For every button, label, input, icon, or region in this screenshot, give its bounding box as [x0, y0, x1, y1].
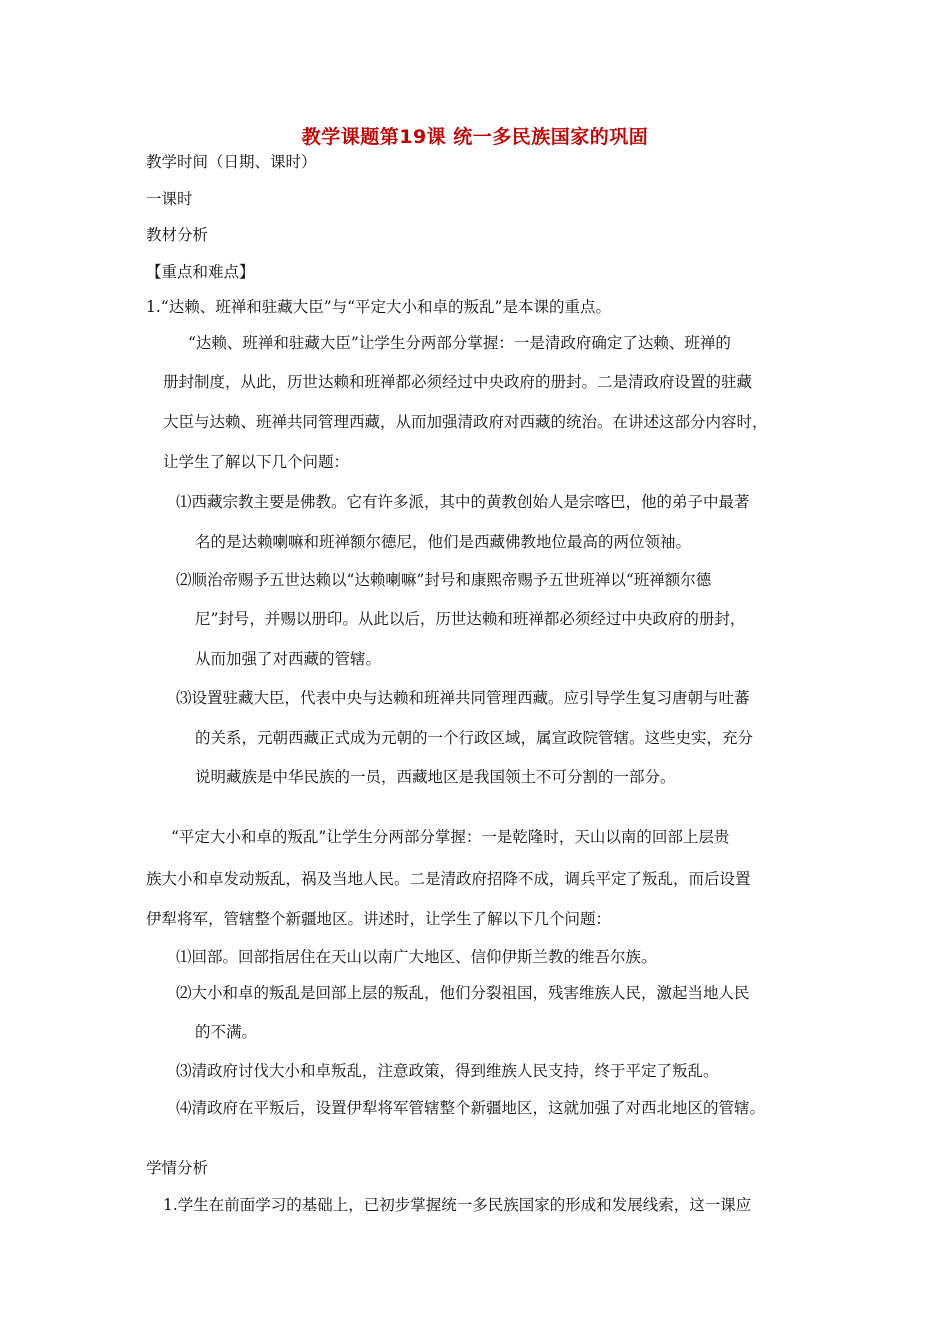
teaching-time-label: 教学时间（日期、课时）	[146, 153, 317, 171]
key-points-heading: 【重点和难点】	[146, 263, 255, 281]
list-item-line: 名的是达赖喇嘛和班禅额尔德尼，他们是西藏佛教地位最高的两位领袖。	[195, 533, 692, 551]
list-item-line: ⑶清政府讨伐大小和卓叛乱，注意政策，得到维族人民支持，终于平定了叛乱。	[176, 1062, 719, 1080]
list-item-line: 说明藏族是中华民族的一员，西藏地区是我国领土不可分割的一部分。	[195, 768, 676, 786]
paragraph-line: 让学生了解以下几个问题：	[163, 453, 350, 471]
paragraph-line: 伊犁将军，管辖整个新疆地区。讲述时，让学生了解以下几个问题：	[146, 910, 612, 928]
paragraph-line: “达赖、班禅和驻藏大臣”让学生分两部分掌握：一是清政府确定了达赖、班禅的	[188, 334, 731, 352]
paragraph-line: “平定大小和卓的叛乱”让学生分两部分掌握：一是乾隆时，天山以南的回部上层贵	[171, 828, 730, 846]
list-item-line: 的不满。	[195, 1023, 258, 1041]
list-item-line: ⑵顺治帝赐予五世达赖以“达赖喇嘛”封号和康熙帝赐予五世班禅以“班禅额尔德	[176, 571, 712, 589]
paragraph-line: 大臣与达赖、班禅共同管理西藏，从而加强清政府对西藏的统治。在讲述这部分内容时，	[163, 413, 768, 431]
list-item-line: 从而加强了对西藏的管辖。	[195, 650, 382, 668]
list-item-line: 的关系，元朝西藏正式成为元朝的一个行政区域，属宣政院管辖。这些史实，充分	[195, 729, 754, 747]
list-item-line: ⑶设置驻藏大臣，代表中央与达赖和班禅共同管理西藏。应引导学生复习唐朝与吐蕃	[176, 689, 750, 707]
student-analysis-heading: 学情分析	[146, 1159, 209, 1177]
key-points-intro: 1.“达赖、班禅和驻藏大臣”与“平定大小和卓的叛乱”是本课的重点。	[146, 298, 611, 316]
period-text: 一课时	[146, 190, 193, 208]
paragraph-line: 册封制度，从此，历世达赖和班禅都必须经过中央政府的册封。二是清政府设置的驻藏	[163, 373, 753, 391]
list-item-line: ⑵大小和卓的叛乱是回部上层的叛乱，他们分裂祖国，残害维族人民，激起当地人民	[176, 984, 750, 1002]
material-analysis-heading: 教材分析	[146, 226, 209, 244]
list-item-line: 尼”封号，并赐以册印。从此以后，历世达赖和班禅都必须经过中央政府的册封，	[195, 610, 746, 628]
list-item-line: ⑴西藏宗教主要是佛教。它有许多派，其中的黄教创始人是宗喀巴，他的弟子中最著	[176, 493, 750, 511]
page-title: 教学课题第19课 统一多民族国家的巩固	[301, 126, 649, 148]
list-item-line: ⑴回部。回部指居住在天山以南广大地区、信仰伊斯兰教的维吾尔族。	[176, 948, 657, 966]
paragraph-line: 族大小和卓发动叛乱，祸及当地人民。二是清政府招降不成，调兵平定了叛乱，而后设置	[146, 870, 751, 888]
list-item-line: ⑷清政府在平叛后，设置伊犁将军管辖整个新疆地区，这就加强了对西北地区的管辖。	[176, 1099, 766, 1117]
paragraph-line: 1.学生在前面学习的基础上，已初步掌握统一多民族国家的形成和发展线索，这一课应	[163, 1196, 752, 1214]
